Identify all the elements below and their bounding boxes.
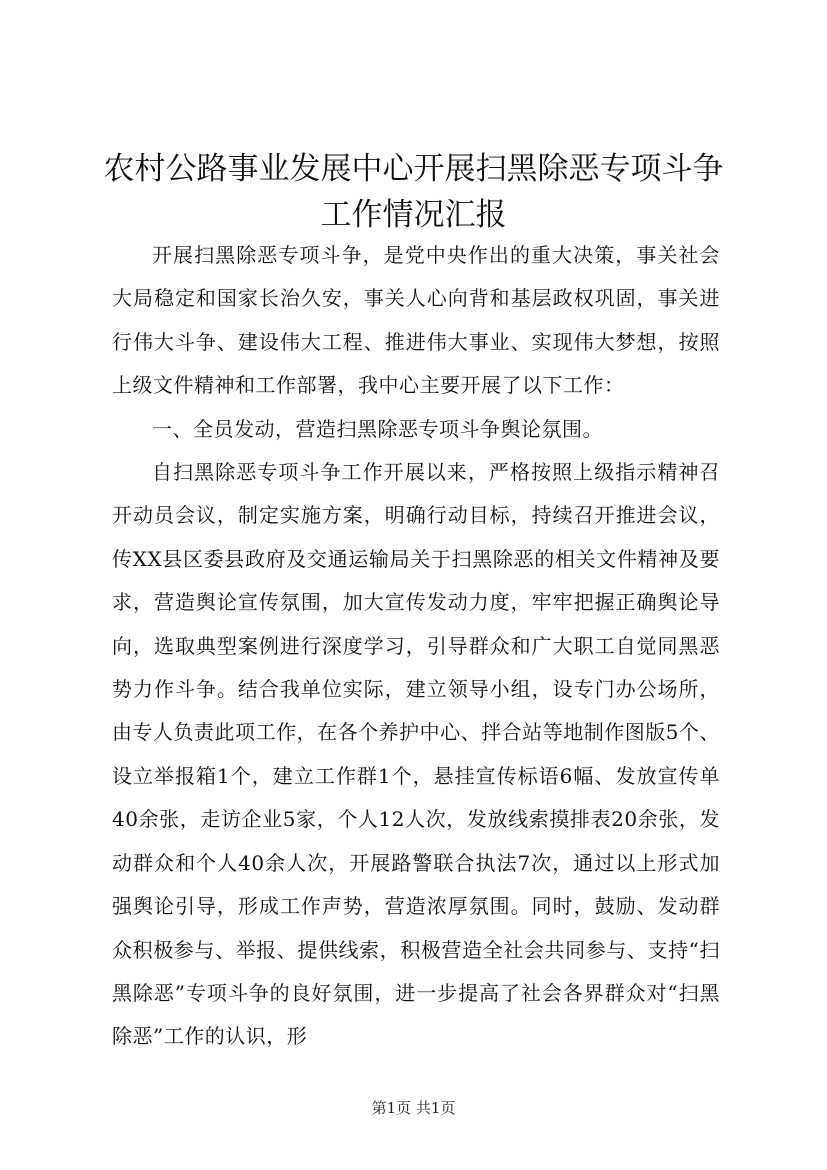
document-body <box>112 234 720 1059</box>
intro-paragraph: 开展扫黑除恶专项斗争，是党中央作出的重大决策，事关社会大局稳定和国家长治久安，事关人心向背和基层政权巩固，事关进行伟大斗争、建设伟大工程、推进伟大事业、实现伟大梦想，按照上级文件精神和工作部署，我中心主要开展了以下工作： <box>112 243 720 398</box>
section-heading: 一、全员发动，营造扫黑除恶专项斗争舆论氛围。 <box>152 416 603 441</box>
document-title: 农村公路事业发展中心开展扫黑除恶专项斗争工作情况汇报 <box>103 151 724 233</box>
body-paragraph: 自扫黑除恶专项斗争工作开展以来，严格按照上级指示精神召开动员会议，制定实施方案，明确行动目标，持续召开推进会议，传XX县区委县政府及交通运输局关于扫黑除恶的相关文件精神及要求，营造舆论宣传氛围，加大宣传发动力度，牢牢把握正确舆论导向，选取典型案例进行深度学习，引导群众和广大职工自觉同黑恶势力作斗争。结合我单位实际，建立领导小组，设专门办公场所，由专人负责此项工作，在各个养护中心、拌合站等地制作图版5个、设立举报箱1个，建立工作群1个，悬挂宣传标语6幅、发放宣传单40余张，走访企业5家，个人12人次，发放线索摸排表20余张，发动群众和个人40余人次，开展路警联合执法7次，通过以上形式加强舆论引导，形成工作声势，营造浓厚氛围。同时，鼓励、发动群众积极参与、举报、提供线索，积极营造全社会共同参与、支持“扫黑除恶”专项斗争的良好氛围，进一步提高了社会各界群众对“扫黑除恶”工作的认识，形 <box>112 460 720 1049</box>
page-footer: 第1页 共1页 <box>371 1099 456 1117</box>
